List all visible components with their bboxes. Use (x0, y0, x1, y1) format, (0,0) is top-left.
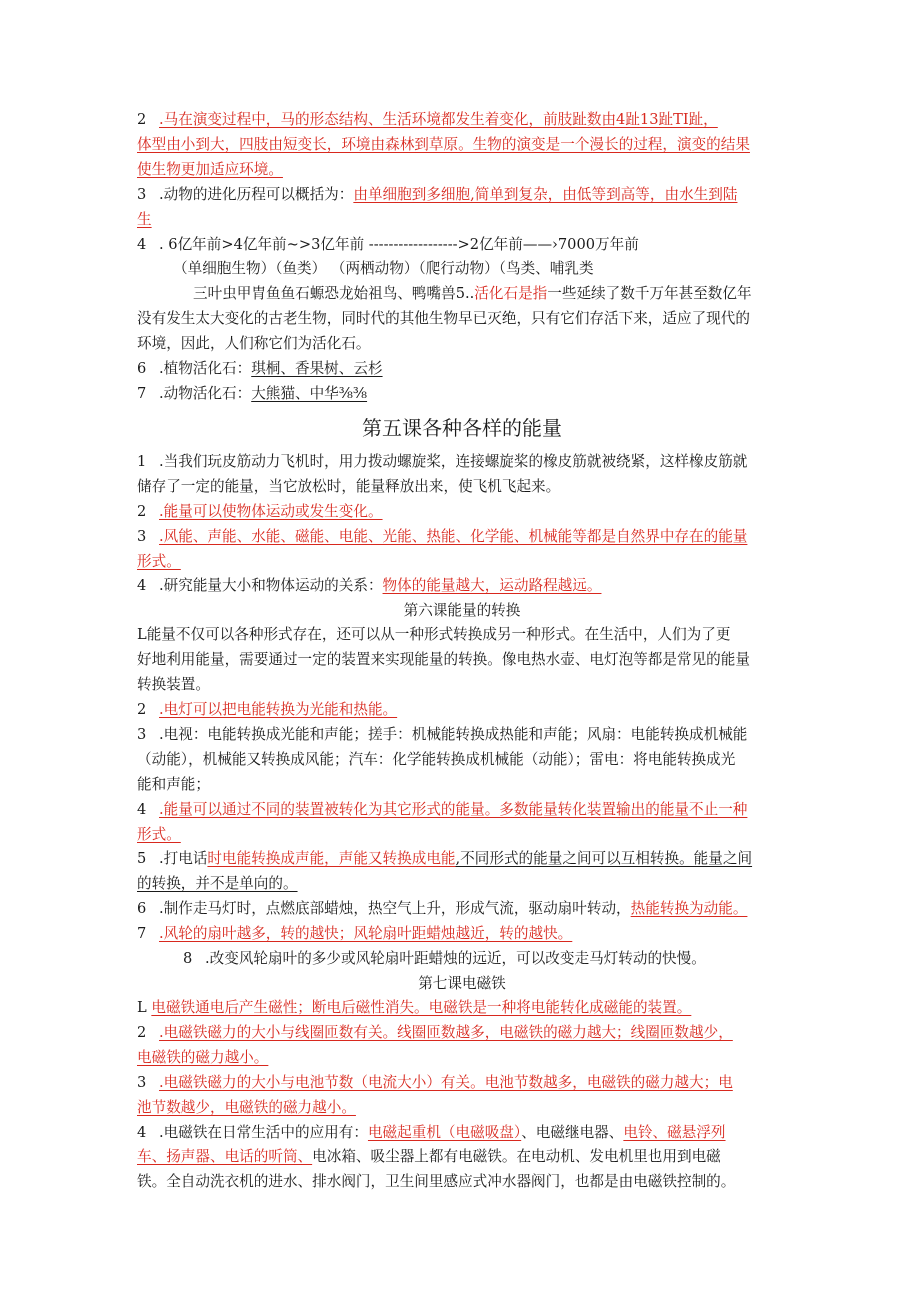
text: .电磁铁在日常生活中的应用有： (159, 1123, 368, 1141)
text-red: .电磁铁磁力的大小与电池节数（电流大小）有关。电池节数越多，电磁铁的磁力越大；电 (159, 1073, 733, 1091)
l5-paragraph-2 (137, 500, 787, 525)
l5-paragraph-1-line2: 储存了一定的能量，当它放松时，能量释放出来，使飞机飞起来。 (137, 477, 561, 495)
paragraph-3-line2: 生 (137, 210, 152, 228)
l6-paragraph-7 (137, 922, 787, 947)
text-red: 物体的能量越大，运动路程越远。 (382, 577, 602, 595)
text-red: .能量可以使物体运动或发生变化。 (159, 502, 383, 520)
text: .植物活化石： (159, 360, 252, 378)
item-number: 7 (137, 925, 147, 943)
item-number: 6 (137, 360, 147, 378)
l6-paragraph-5-line2: 的转换，并不是单向的。 (137, 875, 298, 893)
l5-paragraph-3-line2: 形式。 (137, 552, 181, 570)
text-red: .电磁铁磁力的大小与线圈匝数有关。线圈匝数越多，电磁铁的磁力越大；线圈匝数越少， (159, 1023, 733, 1041)
paragraph-5 (137, 282, 787, 307)
l6-paragraph-1-line3: 转换装置。 (137, 676, 210, 694)
document-page (137, 108, 787, 1195)
text-underlined: 大熊猫、中华⅜⅜ (251, 384, 368, 402)
text: .打电话 (159, 850, 208, 868)
text: .电视：电能转换成光能和声能；搓手：机械能转换成热能和声能；风扇：电能转换成机械能 (159, 725, 748, 743)
paragraph-2-line3: 使生物更加适应环境。 (137, 160, 283, 178)
l6-paragraph-1: L能量不仅可以各种形式存在，还可以从一种形式转换成另一种形式。在生活中，人们为了更 (137, 626, 731, 644)
text-red: .电灯可以把电能转换为光能和热能。 (159, 701, 398, 719)
text: .当我们玩皮筋动力飞机时，用力拨动螺旋桨，连接螺旋桨的橡皮筋就被绕紧，这样橡皮筋就 (159, 452, 748, 470)
text: 、电磁继电器、 (521, 1123, 624, 1141)
l7-paragraph-1 (137, 996, 787, 1021)
paragraph-2 (137, 108, 787, 133)
text: .制作走马灯时，点燃底部蜡烛，热空气上升，形成气流，驱动扇叶转动， (159, 900, 631, 918)
text-red: 活化石是指 (474, 285, 548, 303)
item-number: 3 (137, 725, 147, 743)
text: .研究能量大小和物体运动的关系： (159, 577, 383, 595)
item-number: 4 (137, 1123, 147, 1141)
text: 一些延续了数千万年甚至数亿年 (547, 285, 752, 303)
paragraph-7 (137, 382, 787, 407)
l6-paragraph-4-line2: 形式。 (137, 825, 181, 843)
item-number: 4 (137, 800, 147, 818)
item-number: 3 (137, 527, 147, 545)
item-number: 2 (137, 502, 147, 520)
text-red: .马在演变过程中，马的形态结构、生活环境都发生着变化，前肢趾数由4趾13趾TI趾， (159, 111, 718, 128)
item-number: 4 (137, 577, 147, 595)
timeline-text: . 6亿年前>4亿年前~>3亿年前 ------------------>2亿年前——›7000万年前 (159, 235, 639, 253)
l7-paragraph-2 (137, 1021, 787, 1046)
item-number: 5.. (455, 285, 475, 303)
item-number: 6 (137, 900, 147, 918)
l6-paragraph-3 (137, 723, 787, 748)
text: .改变风轮扇叶的多少或风轮扇叶距蜡烛的远近，可以改变走马灯转动的快慢。 (205, 950, 706, 968)
timeline-labels: （单细胞生物）（鱼类） （两栖动物）（爬行动物）（鸟类、哺乳类 (173, 260, 594, 278)
fossil-list: 三叶虫甲胄鱼鱼石螈恐龙始祖鸟、鸭嘴兽 (193, 285, 456, 303)
text: 电冰箱、吸尘器上都有电磁铁。在电动机、发电机里也用到电磁 (312, 1148, 721, 1166)
l5-paragraph-1 (137, 450, 787, 475)
l6-paragraph-2 (137, 698, 787, 723)
item-number: 3 (137, 185, 147, 203)
l7-paragraph-4 (137, 1121, 787, 1146)
item-number: 2 (137, 701, 147, 719)
text-red: 电磁起重机（电磁吸盘） (367, 1123, 522, 1141)
item-number: 3 (137, 1073, 147, 1091)
paragraph-3 (137, 183, 787, 208)
l7-paragraph-4-line3: 铁。全自动洗衣机的进水、排水阀门，卫生间里感应式冲水器阀门，也都是由电磁铁控制的。 (137, 1173, 736, 1191)
text-red: .风能、声能、水能、磁能、电能、光能、热能、化学能、机械能等都是自然界中存在的能量 (159, 527, 748, 545)
text: .动物的进化历程可以概括为： (159, 185, 354, 203)
lesson6-title: 第六课能量的转换 (403, 602, 521, 620)
item-number: 1 (137, 452, 147, 470)
text-underlined: 琪桐、香果树、云杉 (251, 360, 383, 378)
l7-paragraph-4-line2 (137, 1145, 787, 1170)
l7-paragraph-2-line2: 电磁铁的磁力越小。 (137, 1048, 269, 1066)
paragraph-4 (137, 233, 787, 258)
item-number: 4 (137, 235, 147, 253)
item-number: 2 (137, 1023, 147, 1041)
paragraph-5-line2: 没有发生太大变化的古老生物，同时代的其他生物早已灭绝，只有它们存活下来，适应了现代的 (137, 310, 750, 328)
text-red: .能量可以通过不同的装置被转化为其它形式的能量。多数能量转化装置输出的能量不止一种 (159, 800, 748, 818)
l6-paragraph-8 (137, 947, 787, 972)
lesson7-title: 第七课电磁铁 (418, 975, 506, 992)
paragraph-5-line3: 环境，因此，人们称它们为活化石。 (137, 335, 371, 353)
item-number: 5 (137, 850, 147, 868)
text-red: .风轮的扇叶越多，转的越快；风轮扇叶距蜡烛越近，转的越快。 (159, 925, 573, 943)
l6-paragraph-3-line3: 能和声能； (137, 775, 210, 793)
text-red: 电铃、磁悬浮列 (623, 1123, 726, 1141)
l7-paragraph-3 (137, 1071, 787, 1096)
item-number: 2 (137, 111, 147, 128)
paragraph-2-line2: 体型由小到大，四肢由短变长，环境由森林到草原。生物的演变是一个漫长的过程，演变的结果 (137, 135, 750, 153)
l6-paragraph-1-line2: 好地利用能量，需要通过一定的装置来实现能量的转换。像电热水壶、电灯泡等都是常见的能量 (137, 651, 750, 669)
l5-paragraph-3 (137, 525, 787, 550)
text-red: 时电能转换成声能，声能又转换成电能 (207, 850, 456, 868)
item-number: 8 (183, 950, 193, 968)
text: .动物活化石： (159, 384, 252, 402)
l6-paragraph-6 (137, 897, 787, 922)
l6-paragraph-5 (137, 847, 787, 872)
text-red: 热能转换为动能。 (630, 900, 748, 918)
text-red: 车、扬声器、电话的听筒、 (137, 1148, 313, 1166)
l6-paragraph-4 (137, 798, 787, 823)
l5-paragraph-4 (137, 574, 787, 599)
text-underlined: ,不同形式的能量之间可以互相转换。能量之间 (455, 850, 753, 868)
text-red: 电磁铁通电后产生磁性；断电后磁性消失。电磁铁是一种将电能转化成磁能的装置。 (151, 999, 692, 1016)
item-number: L (137, 999, 147, 1016)
lesson5-title: 第五课各种各样的能量 (362, 415, 562, 440)
l7-paragraph-3-line2: 池节数越少，电磁铁的磁力越小。 (137, 1098, 356, 1116)
paragraph-6 (137, 357, 787, 382)
l6-paragraph-3-line2: （动能），机械能又转换成风能；汽车：化学能转换成机械能（动能）；雷电：将电能转换成光 (137, 750, 736, 768)
text-red: 由单细胞到多细胞,简单到复杂，由低等到高等，由水生到陆 (353, 185, 738, 203)
item-number: 7 (137, 384, 147, 402)
